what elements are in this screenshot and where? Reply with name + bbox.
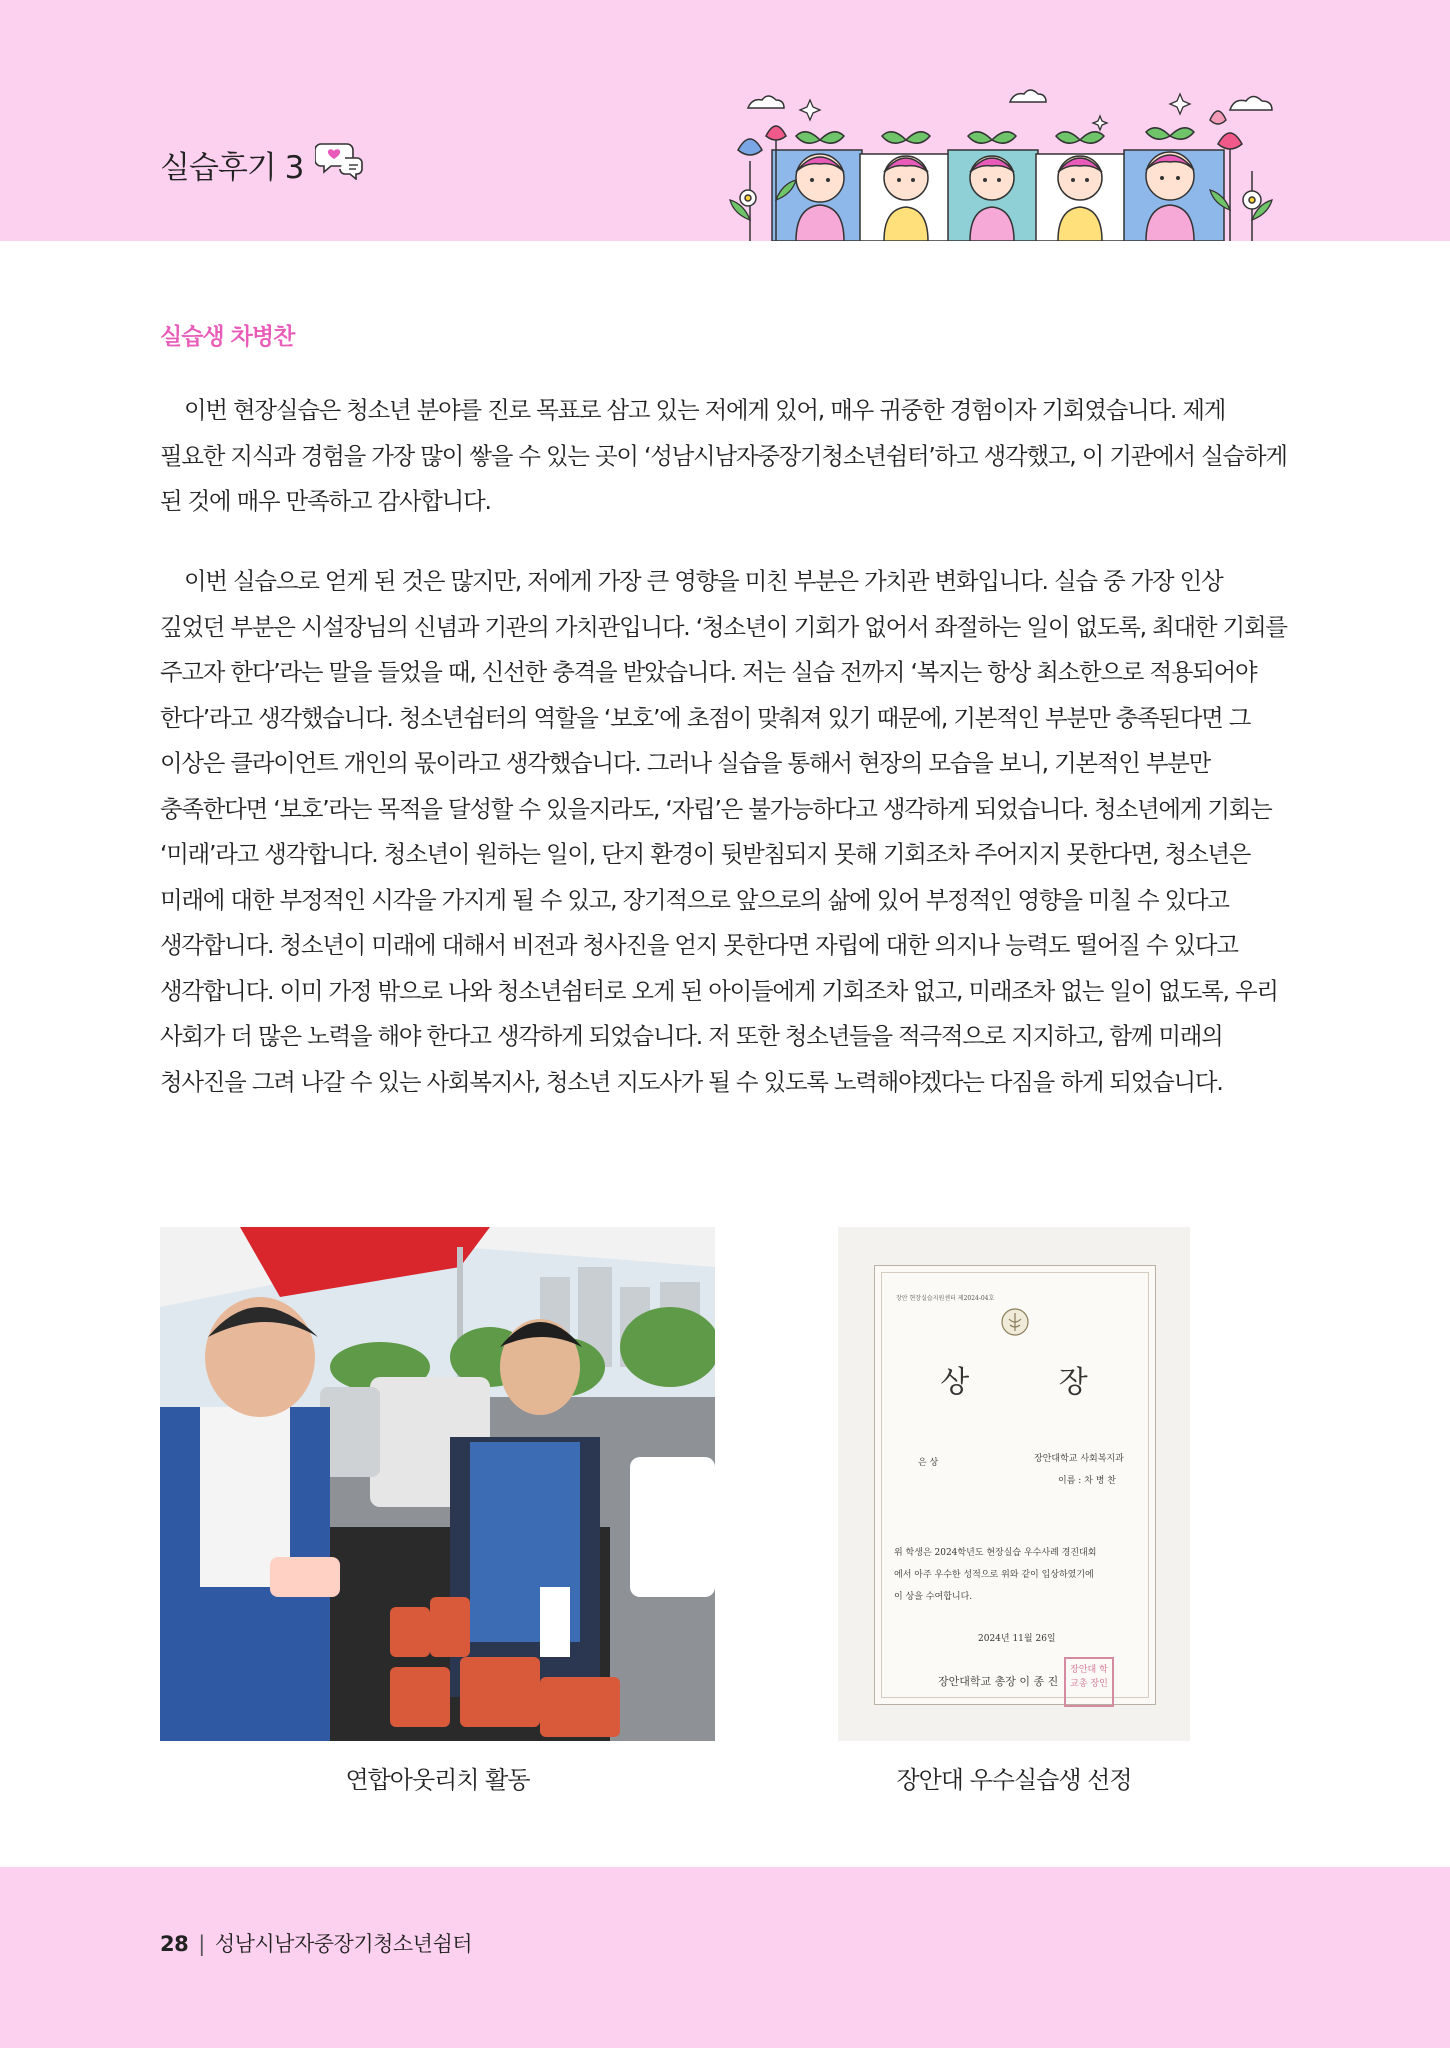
photo-caption-outreach: 연합아웃리치 활동 bbox=[345, 1766, 530, 1794]
page-number: 28 bbox=[160, 1932, 189, 1956]
certificate-school: 장안대학교 사회복지과 bbox=[1034, 1454, 1124, 1464]
certificate-photo bbox=[838, 1227, 1190, 1741]
photo-caption-certificate: 장안대 우수실습생 선정 bbox=[896, 1766, 1132, 1794]
certificate-recipient: 이름 : 차 병 찬 bbox=[1058, 1476, 1116, 1486]
paragraph-intro: 이번 현장실습은 청소년 분야를 진로 목표로 삼고 있는 저에게 있어, 매우 귀중한 경험이자 기회였습니다. 제게 필요한 지식과 경험을 가장 많이 쌓을 수 있는 곳이 ‘성남시남자중장기청소년쉼터’하고 생각했고, 이 기관에서 실습하게 된 것에 매우 만족하고 감사합니다. bbox=[160, 396, 1287, 515]
certificate-number: 장안 현장실습지원센터 제2024-04호 bbox=[896, 1295, 995, 1302]
certificate-signer: 장안대학교 총장 이 종 진 bbox=[938, 1675, 1059, 1688]
certificate-body-line3: 이 상을 수여합니다. bbox=[894, 1592, 973, 1602]
outreach-scene-illustration bbox=[160, 1227, 715, 1741]
official-seal: 장안대 학교총 장인 bbox=[1064, 1657, 1114, 1707]
certificate-date: 2024년 11월 26일 bbox=[978, 1634, 1056, 1644]
children-flowers-illustration bbox=[710, 80, 1290, 241]
chat-bubbles-icon bbox=[315, 140, 365, 180]
author-name: 실습생 차병찬 bbox=[160, 324, 295, 350]
page-title: 실습후기 3 bbox=[160, 150, 304, 186]
certificate-body-line1: 위 학생은 2024학년도 현장실습 우수사례 경진대회 bbox=[894, 1548, 1097, 1558]
outreach-photo bbox=[160, 1227, 715, 1741]
footer-divider: | bbox=[198, 1932, 205, 1956]
header-band bbox=[0, 0, 1450, 241]
paragraph-reflection: 이번 실습으로 얻게 된 것은 많지만, 저에게 가장 큰 영향을 미친 부분은 가치관 변화입니다. 실습 중 가장 인상 깊었던 부분은 시설장님의 신념과 기관의 가치관입니다. ‘청소년이 기회가 없어서 좌절하는 일이 없도록, 최대한 기회를 주고자 한다’라는 말을 들었을 때, 신선한 충격을 받았습니다. 저는 실습 전까지 ‘복지는 항상 최소한으로 적용되어야 한다’라고 생각했습니다. 청소년쉼터의 역할을 ‘보호’에 초점이 맞춰져 있기 때문에, 기본적인 부분만 충족된다면 그 이상은 클라이언트 개인의 몫이라고 생각했습니다. 그러나 실습을 통해서 현장의 모습을 보니, 기본적인 부분만 충족한다면 ‘보호’라는 목적을 달성할 수 있을지라도, ‘자립’은 불가능하다고 생각하게 되었습니다. 청소년에게 기회는 ‘미래’라고 생각합니다. 청소년이 원하는 일이, 단지 환경이 뒷받침되지 못해 기회조차 주어지지 못한다면, 청소년은 미래에 대한 부정적인 시각을 가지게 될 수 있고, 장기적으로 앞으로의 삶에 있어 부정적인 영향을 미칠 수 있다고 생각합니다. 청소년이 미래에 대해서 비전과 청사진을 얻지 못한다면 자립에 대한 의지나 능력도 떨어질 수 있다고 생각합니다. 이미 가정 밖으로 나와 청소년쉼터로 오게 된 아이들에게 기회조차 없고, 미래조차 없는 일이 없도록, 우리 사회가 더 많은 노력을 해야 한다고 생각하게 되었습니다. 저 또한 청소년들을 적극적으로 지지하고, 함께 미래의 청사진을 그려 나갈 수 있는 사회복지사, 청소년 지도사가 될 수 있도록 노력해야겠다는 다짐을 하게 되었습니다. bbox=[160, 567, 1287, 1096]
footer bbox=[160, 1928, 472, 1958]
university-emblem-icon bbox=[1000, 1307, 1030, 1337]
certificate-title: 상 장 bbox=[940, 1365, 1128, 1400]
certificate-award: 은 상 bbox=[918, 1458, 939, 1468]
footer-org-name: 성남시남자중장기청소년쉼터 bbox=[214, 1932, 473, 1956]
certificate-body-line2: 에서 아주 우수한 성적으로 위와 같이 입상하였기에 bbox=[894, 1570, 1094, 1580]
